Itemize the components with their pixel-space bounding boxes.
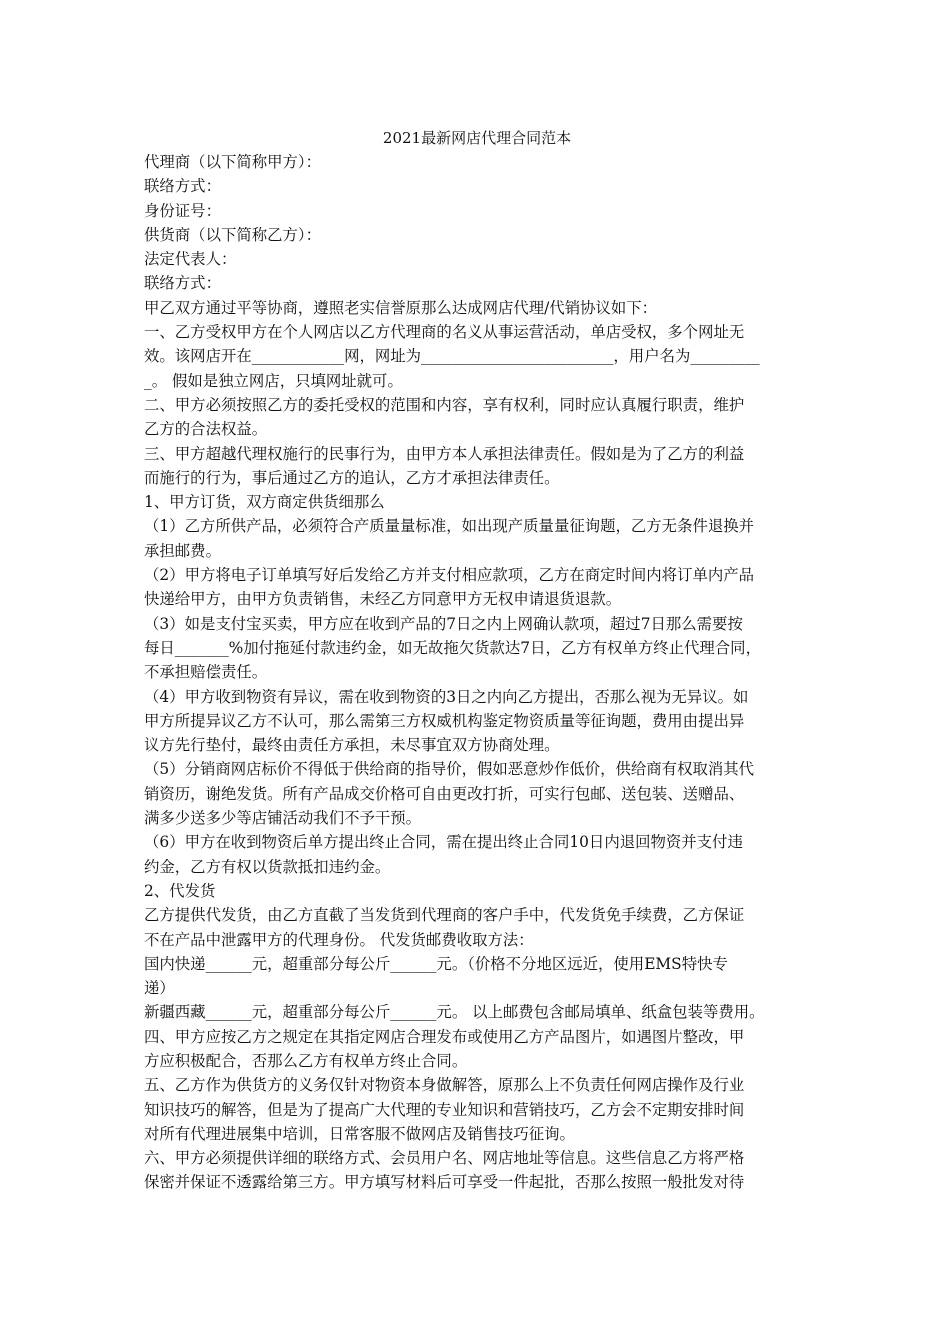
text-line: 递） [144,979,175,998]
document-page [144,126,810,1195]
text-line: 代理商（以下简称甲方）： [144,153,321,171]
text-line: 快递给甲方，由甲方负责销售，未经乙方同意甲方无权申请退货退款。 [144,590,622,609]
text-line: （5）分销商网店标价不得低于供给商的指导价，假如恶意炒作低价，供给商有权取消其代 [144,760,755,779]
text-line: 不承担赔偿责任。 [144,663,268,682]
text-line: 一、乙方受权甲方在个人网店以乙方代理商的名义从事运营活动，单店受权，多个网址无 [144,323,745,342]
document-title: 2021最新网店代理合同范本 [382,129,572,147]
text-line: 五、乙方作为供货方的义务仅针对物资本身做解答，原那么上不负责任何网店操作及行业 [144,1076,745,1095]
text-line: 约金，乙方有权以货款抵扣违约金。 [144,857,391,876]
text-line: 四、甲方应按乙方之规定在其指定网店合理发布或使用乙方产品图片，如遇图片整改，甲 [144,1027,745,1046]
text-line: 保密并保证不透露给第三方。甲方填写材料后可享受一件起批，否那么按照一般批发对待 [144,1173,745,1192]
text-line: 对所有代理进展集中培训，日常客服不做网店及销售技巧征询。 [144,1124,575,1143]
text-line: 知识技巧的解答，但是为了提高广大代理的专业知识和营销技巧，乙方会不定期安排时间 [144,1100,745,1119]
text-line: 六、甲方必须提供详细的联络方式、会员用户名、网店地址等信息。这些信息乙方将严格 [144,1149,745,1168]
text-line: 联络方式： [144,177,221,196]
text-line: 甲乙双方通过平等协商，遵照老实信誉原那么达成网店代理/代销协议如下： [144,298,658,317]
text-line: 新疆西藏______元，超重部分每公斤______元。 以上邮费包含邮局填单、纸盒包装等费用。 [144,1003,765,1022]
text-line: 2、代发货 [144,881,216,900]
text-line: 甲方所提异议乙方不认可，那么需第三方权威机构鉴定物资质量等征询题，费用由提出异 [144,711,745,730]
text-line: 身份证号： [144,201,221,220]
text-line: 二、甲方必须按照乙方的委托受权的范围和内容，享有权利，同时应认真履行职责，维护 [144,395,745,414]
text-line: 满多少送多少等店铺活动我们不予干预。 [144,809,422,828]
text-line: 议方先行垫付，最终由责任方承担，未尽事宜双方协商处理。 [144,736,560,755]
text-line: 三、甲方超越代理权施行的民事行为，由甲方本人承担法律责任。假如是为了乙方的利益 [144,444,745,463]
text-line: 1、甲方订货，双方商定供货细那么 [144,493,385,512]
text-line: 供货商（以下简称乙方）： [144,225,321,244]
text-line: 不在产品中泄露甲方的代理身份。 代发货邮费收取方法： [144,930,534,949]
text-line: 而施行的行为，事后通过乙方的追认，乙方才承担法律责任。 [144,468,560,487]
text-line: 乙方提供代发货，由乙方直截了当发货到代理商的客户手中，代发货免手续费，乙方保证 [144,906,745,925]
text-line: 国内快递______元，超重部分每公斤______元。（价格不分地区远近，使用EMS特快专 [144,954,728,973]
text-line: 每日_______%加付拖延付款违约金，如无故拖欠货款达7日，乙方有权单方终止代理合同， [144,638,761,657]
text-line: 方应积极配合，否那么乙方有权单方终止合同。 [144,1051,468,1070]
text-line: _。 假如是独立网店，只填网址就可。 [144,371,403,390]
document-body [144,150,810,1195]
text-line: 承担邮费。 [144,541,221,560]
text-line: 联络方式： [144,274,221,293]
text-line: （1）乙方所供产品，必须符合产质量量标准，如出现产质量量征询题，乙方无条件退换并 [144,517,755,536]
text-line: （4）甲方收到物资有异议，需在收到物资的3日之内向乙方提出，否那么视为无异议。如 [144,687,749,706]
text-line: （6）甲方在收到物资后单方提出终止合同，需在提出终止合同10日内退回物资并支付违 [144,833,743,852]
text-line: （2）甲方将电子订单填写好后发给乙方并支付相应款项，乙方在商定时间内将订单内产品 [144,566,755,585]
text-line: 乙方的合法权益。 [144,420,268,439]
text-line: 销资历，谢绝发货。所有产品成交价格可自由更改打折，可实行包邮、送包装、送赠品、 [144,784,745,803]
text-line: 法定代表人： [144,250,237,269]
text-line: （3）如是支付宝买卖，甲方应在收到产品的7日之内上网确认款项，超过7日那么需要按 [144,614,743,633]
text-line: 效。该网店开在____________网，网址为_________________________，用户名为_________ [144,347,760,366]
